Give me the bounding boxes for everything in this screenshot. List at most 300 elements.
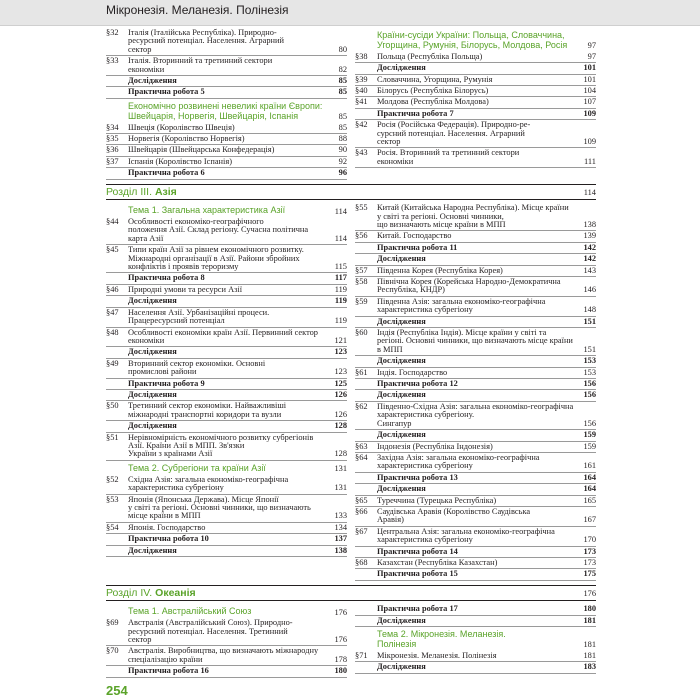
paragraph-number: §66 <box>355 506 368 516</box>
toc-entry <box>355 86 596 95</box>
entry-title: Практична робота 12 <box>377 379 458 389</box>
page-ref: 153 <box>583 356 596 366</box>
toc-topic-heading <box>106 203 347 217</box>
toc-activity-entry <box>355 569 596 578</box>
page-ref: 114 <box>334 206 347 216</box>
page-ref: 164 <box>583 472 596 482</box>
paragraph-number: §58 <box>355 277 368 286</box>
paragraph-number: §46 <box>106 284 119 294</box>
page-ref: 170 <box>583 535 596 545</box>
running-header <box>0 0 700 26</box>
page-ref: 88 <box>338 134 347 144</box>
entry-title: Практична робота 11 <box>377 242 458 252</box>
page-ref: 138 <box>583 219 596 229</box>
toc-entry <box>355 120 596 146</box>
toc-activity-entry <box>355 662 596 671</box>
entry-title: Типи країн Азії за рівнем економічного розвитку. Міжнародні організації в Азії. Райони збройних конфліктів і проявів тероризму <box>128 245 304 272</box>
entry-title: Південно-Східна Азія: загальна економіко-географічна характеристика субрегіону. <box>377 401 574 420</box>
page-ref: 178 <box>334 654 347 664</box>
page-ref: 80 <box>338 44 347 54</box>
paragraph-number: §48 <box>106 327 119 337</box>
toc-activity-entry <box>106 296 347 305</box>
toc-topic-heading <box>355 627 596 651</box>
toc-entry <box>355 266 596 275</box>
entry-title: Особливості економіки країн Азії. Первинний сектор економіки <box>128 327 318 345</box>
entry-title: Практична робота 15 <box>377 569 458 579</box>
paragraph-number: §67 <box>355 526 368 536</box>
entry-title: Казахстан (Республіка Казахстан) <box>377 557 498 567</box>
toc-entry <box>106 646 347 664</box>
entry-title: Особливості економіко-географічного <box>128 217 264 227</box>
entry-title: Австралія. Виробництва, що визначають міжнародну спеціалізацію країни <box>128 646 319 664</box>
paragraph-number: §71 <box>355 650 368 660</box>
toc-entry <box>106 245 347 271</box>
page-ref: 164 <box>583 484 596 494</box>
entry-title: Туреччина (Турецька Республіка) <box>377 495 497 505</box>
toc-entry <box>355 527 596 545</box>
toc-entry <box>106 285 347 294</box>
toc-column-right <box>355 28 596 168</box>
section-label: Розділ IV. Океанія <box>106 586 196 599</box>
entry-title: положення Азії. Склад регіону. Сучасна політична карта Азії <box>128 225 309 243</box>
topic-title: Полінезія <box>377 638 417 649</box>
toc-entry <box>106 523 347 532</box>
toc-column-left <box>106 203 347 557</box>
toc-entry <box>106 56 347 74</box>
entry-title: Північна Корея (Корейська Народно-Демократична Республіка, КНДР) <box>377 277 561 295</box>
toc-column-left <box>106 604 347 677</box>
page-ref: 119 <box>334 296 347 306</box>
entry-title: Швеція (Королівство Швеція) <box>128 122 235 132</box>
entry-title: Індія (Республіка Індія). Місце країни у світі та регіоні. Основні чинники, що визначають місце країни в МПП <box>377 328 573 354</box>
toc-activity-entry <box>106 379 347 388</box>
paragraph-number: §44 <box>106 217 119 227</box>
paragraph-number: §59 <box>355 296 368 306</box>
toc-activity-entry <box>355 356 596 365</box>
paragraph-number: §51 <box>106 432 119 442</box>
page-ref: 137 <box>334 534 347 544</box>
entry-title: Практична робота 6 <box>128 168 205 178</box>
entry-title: Дослідження <box>128 421 177 431</box>
entry-title: сурсний потенціал. Населення. Аграрний <box>377 128 525 138</box>
toc-entry <box>106 157 347 166</box>
entry-title: Дослідження <box>377 662 426 672</box>
page-ref: 114 <box>334 233 347 243</box>
toc-entry <box>355 148 596 166</box>
section-label: Розділ III. Азія <box>106 185 177 198</box>
toc-activity-entry <box>355 63 596 72</box>
toc-entry <box>106 618 347 644</box>
paragraph-number: §53 <box>106 494 119 504</box>
entry-title: Китай. Господарство <box>377 231 452 241</box>
paragraph-number: §56 <box>355 231 368 241</box>
toc-activity-entry <box>106 273 347 282</box>
paragraph-number: §57 <box>355 265 368 275</box>
page-ref: 138 <box>334 545 347 555</box>
entry-title: Дослідження <box>377 63 426 73</box>
toc-entry <box>355 453 596 471</box>
toc-activity-entry <box>106 546 347 555</box>
entry-title: Італія (Італійська Республіка). Природно- <box>128 28 277 37</box>
toc-activity-entry <box>355 616 596 625</box>
toc-column-left <box>106 28 347 180</box>
entry-title: Дослідження <box>128 296 177 306</box>
toc-activity-entry <box>355 109 596 118</box>
page-ref: 148 <box>583 305 596 315</box>
entry-title: Молдова (Республіка Молдова) <box>377 97 489 107</box>
page-ref: 156 <box>583 418 596 428</box>
paragraph-number: §39 <box>355 74 368 84</box>
toc-activity-entry <box>355 473 596 482</box>
toc-entry <box>355 402 596 428</box>
paragraph-number: §61 <box>355 367 368 377</box>
divider <box>106 677 347 678</box>
entry-title: Практична робота 14 <box>377 546 458 556</box>
entry-title: Практична робота 17 <box>377 604 458 614</box>
page-ref: 175 <box>583 569 596 579</box>
page-ref: 109 <box>583 137 596 147</box>
paragraph-number: §62 <box>355 401 368 411</box>
paragraph-number: §47 <box>106 307 119 317</box>
page-ref: 173 <box>583 557 596 567</box>
page-ref: 97 <box>587 41 596 51</box>
paragraph-number: §42 <box>355 120 368 130</box>
paragraph-number: §35 <box>106 134 119 144</box>
entry-title: Населення Азії. Урбанізаційні процеси. <box>128 307 270 317</box>
toc-entry <box>355 651 596 660</box>
page-ref: 159 <box>583 441 596 451</box>
paragraph-number: §54 <box>106 522 119 532</box>
toc-activity-entry <box>355 317 596 326</box>
entry-title: ресурсний потенціал. Населення. Третинний <box>128 626 288 636</box>
page-ref: 180 <box>583 604 596 614</box>
paragraph-number: §34 <box>106 122 119 132</box>
entry-title: Дослідження <box>128 347 177 357</box>
page-ref: 156 <box>583 379 596 389</box>
toc-entry <box>106 134 347 143</box>
toc-entry <box>355 368 596 377</box>
entry-title: у світі та регіоні. Основні чинники, що визначають місце країни в МПП <box>128 502 311 521</box>
toc-topic-heading <box>106 99 347 123</box>
page-ref: 90 <box>338 145 347 155</box>
paragraph-number: §68 <box>355 557 368 567</box>
page-ref: 109 <box>583 108 596 118</box>
page-ref: 85 <box>338 112 347 122</box>
page-ref: 97 <box>587 51 596 61</box>
page-ref: 134 <box>334 522 347 532</box>
topic-title: Тема 1. Австралійський Союз <box>128 606 252 617</box>
page-ref: 107 <box>583 97 596 107</box>
page-ref: 125 <box>334 378 347 388</box>
section-page: 114 <box>583 187 596 197</box>
toc-entry <box>355 75 596 84</box>
page-ref: 176 <box>334 607 347 617</box>
page-ref: 181 <box>583 650 596 660</box>
toc-activity-entry <box>355 390 596 399</box>
page-ref: 104 <box>583 86 596 95</box>
entry-title: ресурсний потенціал. Населення. Аграрний <box>128 36 284 46</box>
page-ref: 126 <box>334 389 347 399</box>
paragraph-number: §52 <box>106 474 119 484</box>
toc-top-block <box>106 28 596 180</box>
toc-activity-entry <box>106 390 347 399</box>
table-of-contents <box>106 28 596 678</box>
entry-title: Практична робота 5 <box>128 87 205 97</box>
entry-title: Дослідження <box>377 316 426 326</box>
toc-mid-block <box>106 203 596 581</box>
entry-title: Практична робота 9 <box>128 378 205 388</box>
page-ref: 123 <box>334 367 347 377</box>
entry-title: Вторинний сектор економіки. Основні <box>128 358 266 368</box>
page-ref: 128 <box>334 421 347 431</box>
page-ref: 167 <box>583 515 596 525</box>
page-ref: 101 <box>583 74 596 84</box>
divider <box>355 673 596 674</box>
toc-entry <box>355 52 596 61</box>
toc-entry <box>106 475 347 493</box>
toc-activity-entry <box>355 430 596 439</box>
toc-entry <box>106 123 347 132</box>
toc-column-right <box>355 604 596 673</box>
toc-activity-entry <box>355 243 596 252</box>
page-ref: 146 <box>583 285 596 295</box>
entry-title: Працересурсний потенціал <box>128 316 225 326</box>
toc-entry <box>106 359 347 377</box>
entry-title: Росія. Вторинний та третинний сектори <box>377 148 520 158</box>
paragraph-number: §38 <box>355 51 368 61</box>
paragraph-number: §36 <box>106 145 119 155</box>
entry-title: Дослідження <box>128 76 177 86</box>
page-ref: 133 <box>334 511 347 521</box>
toc-entry <box>355 97 596 106</box>
page-ref: 143 <box>583 265 596 275</box>
entry-title: Дослідження <box>377 254 426 264</box>
paragraph-number: §55 <box>355 203 368 213</box>
page-ref: 181 <box>583 615 596 625</box>
page-ref: 92 <box>338 156 347 166</box>
toc-activity-entry <box>106 421 347 430</box>
entry-title: що визначають місце країни в МПП <box>377 219 506 229</box>
page-ref: 117 <box>334 273 347 283</box>
entry-title: Словаччина, Угорщина, Румунія <box>377 74 493 84</box>
page-ref: 142 <box>583 254 596 264</box>
topic-title: Країни-сусіди України: Польща, Словаччина, Угорщина, Румунія, Білорусь, Молдова, Росія <box>377 30 568 50</box>
entry-title: Швейцарія (Швейцарська Конфедерація) <box>128 145 275 155</box>
toc-activity-entry <box>106 347 347 356</box>
toc-column-right <box>355 203 596 581</box>
page-ref: 131 <box>334 464 347 474</box>
entry-title: Індія. Господарство <box>377 367 448 377</box>
toc-entry <box>355 328 596 354</box>
toc-activity-entry <box>106 168 347 177</box>
entry-title: Практична робота 10 <box>128 534 209 544</box>
entry-title: Дослідження <box>377 356 426 366</box>
paragraph-number: §32 <box>106 28 119 37</box>
page-ref: 131 <box>334 483 347 493</box>
toc-activity-entry <box>106 534 347 543</box>
topic-title: Тема 2. Субрегіони та країни Азії <box>128 462 266 473</box>
entry-title: Західна Азія: загальна економіко-географічна характеристика субрегіону <box>377 452 540 471</box>
paragraph-number: §49 <box>106 358 119 368</box>
paragraph-number: §50 <box>106 401 119 411</box>
entry-title: Польща (Республіка Польща) <box>377 51 483 61</box>
toc-activity-entry <box>106 76 347 85</box>
toc-entry <box>106 495 347 521</box>
entry-title: Аравія) <box>377 515 404 525</box>
toc-activity-entry <box>106 666 347 675</box>
topic-title: Економічно розвинені невеликі країни Європи: Швейцарія, Норвегія, Швейцарія, Іспанія <box>128 100 323 121</box>
running-header-title: Мікронезія. Меланезія. Полінезія <box>106 3 289 17</box>
topic-title: Тема 1. Загальна характеристика Азії <box>128 205 286 216</box>
paragraph-number: §63 <box>355 441 368 451</box>
paragraph-number: §41 <box>355 97 368 107</box>
divider <box>355 167 596 168</box>
entry-title: Південна Азія: загальна економіко-географічна характеристика субрегіону <box>377 296 546 315</box>
toc-topic-heading <box>355 28 596 52</box>
entry-title: Нерівномірність економічного розвитку субрегіонів Азії. Країни Азії в МПП. Зв'язки <box>128 432 314 450</box>
entry-title: Китай (Китайська Народна Республіка). Місце країни у світі та регіоні. Основні чинники, <box>377 203 569 221</box>
toc-entry <box>106 28 347 54</box>
toc-activity-entry <box>355 547 596 556</box>
toc-entry <box>355 277 596 295</box>
page-ref: 173 <box>583 546 596 556</box>
page-number: 254 <box>106 683 128 698</box>
entry-title: Третинний сектор економіки. Найважливіші <box>128 401 287 411</box>
entry-title: Японія (Японська Держава). Місце Японії <box>128 494 279 504</box>
toc-entry <box>106 328 347 346</box>
entry-title: сектор <box>128 634 152 644</box>
entry-title: Саудівська Аравія (Королівство Саудівська <box>377 506 531 516</box>
divider <box>106 179 347 180</box>
entry-title: Дослідження <box>377 615 426 625</box>
entry-title: Практична робота 16 <box>128 666 209 676</box>
entry-title: Норвегія (Королівство Норвегія) <box>128 134 245 144</box>
page-ref: 159 <box>583 430 596 440</box>
toc-entry <box>355 496 596 505</box>
page-ref: 180 <box>334 666 347 676</box>
toc-entry <box>355 442 596 451</box>
entry-title: Японія. Господарство <box>128 522 206 532</box>
entry-title: Дослідження <box>377 390 426 400</box>
divider <box>355 580 596 581</box>
toc-entry <box>355 507 596 525</box>
page-ref: 82 <box>338 64 347 74</box>
page-ref: 151 <box>583 344 596 354</box>
page-ref: 142 <box>583 242 596 252</box>
toc-entry <box>355 231 596 240</box>
entry-title: сектор <box>128 44 152 54</box>
entry-title: економіки <box>128 64 165 74</box>
page-ref: 111 <box>584 156 596 166</box>
entry-title: Практична робота 7 <box>377 108 454 118</box>
entry-title: України з країнами Азії <box>128 449 213 459</box>
page-ref: 85 <box>338 87 347 97</box>
paragraph-number: §33 <box>106 56 119 66</box>
entry-title: Індонезія (Республіка Індонезія) <box>377 441 493 451</box>
page-ref: 121 <box>334 335 347 345</box>
toc-entry <box>355 558 596 567</box>
toc-topic-heading <box>106 604 347 618</box>
paragraph-number: §64 <box>355 452 368 462</box>
page-ref: 126 <box>334 409 347 419</box>
entry-title: Росія (Російська Федерація). Природно-ре- <box>377 120 531 130</box>
page-ref: 119 <box>334 284 347 294</box>
paragraph-number: §40 <box>355 86 368 95</box>
page-ref: 156 <box>583 390 596 400</box>
entry-title: Центральна Азія: загальна економіко-географічна характеристика субрегіону <box>377 526 555 545</box>
toc-activity-entry <box>355 604 596 613</box>
paragraph-number: §43 <box>355 148 368 158</box>
page-ref: 115 <box>334 262 347 272</box>
entry-title: міжнародні транспортні коридори та вузли <box>128 409 282 419</box>
toc-entry <box>106 433 347 459</box>
toc-topic-heading <box>106 461 347 475</box>
topic-title: Тема 2. Мікронезія. Меланезія. <box>377 629 506 640</box>
entry-title: Дослідження <box>377 430 426 440</box>
page-ref: 139 <box>583 231 596 241</box>
page-ref: 153 <box>583 367 596 377</box>
entry-title: сектор <box>377 137 401 147</box>
toc-activity-entry <box>355 254 596 263</box>
paragraph-number: §60 <box>355 328 368 338</box>
entry-title: промислові райони <box>128 367 197 377</box>
section-heading-asia <box>106 184 596 201</box>
entry-title: характеристика субрегіону <box>128 483 224 493</box>
entry-title: Білорусь (Республіка Білорусь) <box>377 86 489 95</box>
page-ref: 183 <box>583 662 596 672</box>
toc-activity-entry <box>355 379 596 388</box>
toc-entry <box>106 217 347 243</box>
paragraph-number: §37 <box>106 156 119 166</box>
page-ref: 123 <box>334 347 347 357</box>
toc-bottom-block <box>106 604 596 677</box>
page-ref: 85 <box>338 122 347 132</box>
entry-title: Дослідження <box>128 389 177 399</box>
page-ref: 128 <box>334 449 347 459</box>
toc-entry <box>106 145 347 154</box>
page-ref: 176 <box>334 634 347 644</box>
entry-title: Іспанія (Королівство Іспанія) <box>128 156 232 166</box>
entry-title: Дослідження <box>377 484 426 494</box>
page-ref: 101 <box>583 63 596 73</box>
entry-title: Практична робота 8 <box>128 273 205 283</box>
divider <box>106 556 347 557</box>
entry-title: економіки <box>377 156 414 166</box>
paragraph-number: §45 <box>106 245 119 255</box>
section-page: 176 <box>583 588 596 598</box>
entry-title: Дослідження <box>128 545 177 555</box>
toc-entry <box>106 308 347 326</box>
page-ref: 161 <box>583 461 596 471</box>
page-ref: 85 <box>338 76 347 86</box>
entry-title: Австралія (Австралійський Союз). Природно- <box>128 618 293 628</box>
page-ref: 96 <box>338 168 347 178</box>
entry-title: Південна Корея (Республіка Корея) <box>377 265 503 275</box>
toc-entry <box>355 297 596 315</box>
entry-title: Природні умови та ресурси Азії <box>128 284 243 294</box>
page-ref: 181 <box>583 640 596 650</box>
paragraph-number: §70 <box>106 646 119 656</box>
entry-title: Мікронезія. Меланезія. Полінезія <box>377 650 497 660</box>
entry-title: Сингапур <box>377 418 412 428</box>
toc-activity-entry <box>355 484 596 493</box>
page-ref: 151 <box>583 316 596 326</box>
toc-entry <box>106 401 347 419</box>
section-heading-oceania <box>106 585 596 602</box>
paragraph-number: §69 <box>106 618 119 628</box>
toc-entry <box>355 203 596 229</box>
entry-title: Італія. Вторинний та третинний сектори <box>128 56 273 66</box>
